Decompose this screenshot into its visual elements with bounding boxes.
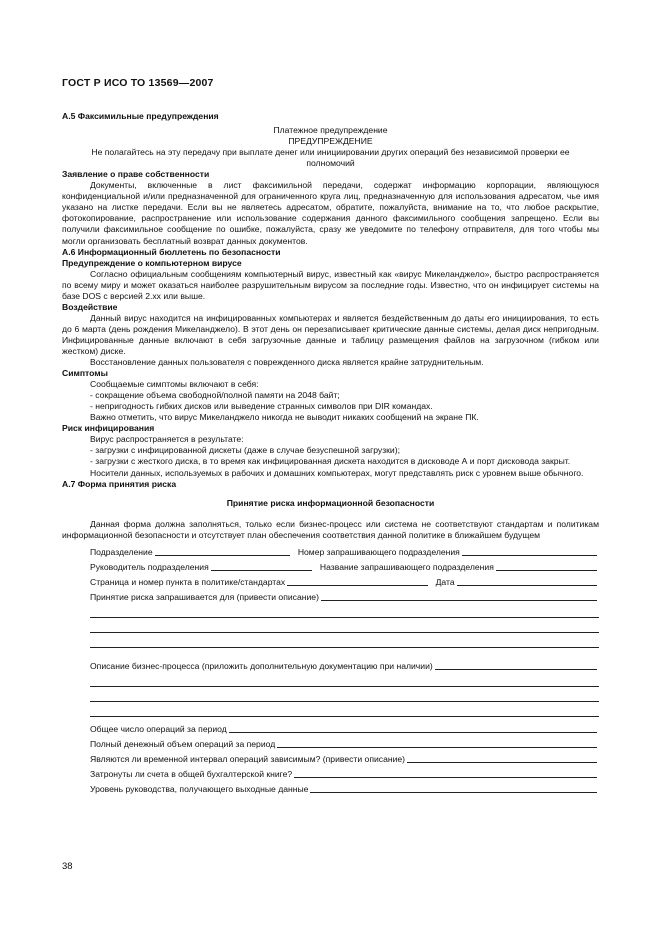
virus-warning-text: Согласно официальным сообщениям компьютерный вирус, известный как «вирус Микеланджело», быстро распространяется по всему миру и может оказаться наиболее разрушительным вирусом за последние годы. Известно, что он инфицирует системы на базе DOS с версией 2.хх или выше. — [62, 268, 599, 301]
form-intro: Данная форма должна заполняться, только если бизнес-процесс или система не соответствуют стандартам и политикам информационной безопасности и отсутствует план обеспечения соответствия данной политике в ближайшем будущем — [62, 518, 599, 540]
page-content — [62, 111, 599, 795]
warning-caps: ПРЕДУПРЕЖДЕНИЕ — [288, 136, 373, 147]
page-clause-label: Страница и номер пункта в политике/стандартах — [90, 576, 286, 587]
symptoms-title: Симптомы — [62, 368, 108, 379]
dept-head-label: Руководитель подразделения — [90, 561, 209, 572]
total-monetary-label: Полный денежный объем операций за период — [90, 738, 276, 749]
total-monetary-field[interactable] — [277, 739, 597, 748]
impact-title: Воздействие — [62, 301, 118, 312]
symptoms-intro: Сообщаемые симптомы включают в себя: — [90, 379, 259, 390]
department-field[interactable] — [155, 547, 290, 556]
section-a5-title: А.5 Факсимильные предупреждения — [62, 111, 219, 121]
document-header: ГОСТ Р ИСО ТО 13569—2007 — [62, 77, 214, 89]
page-clause-field[interactable] — [287, 577, 427, 586]
time-dependent-label: Являются ли временной интервал операций зависимым? (привести описание) — [90, 753, 406, 764]
form-row-risk-requested — [90, 588, 599, 603]
risk-acceptance-form — [62, 543, 599, 795]
process-description-field[interactable] — [435, 661, 597, 670]
section-a6-title: А.6 Информационный бюллетень по безопасности — [62, 246, 281, 257]
risk-requested-label: Принятие риска запрашивается для (привести описание) — [90, 591, 319, 602]
payment-warning: Платежное предупреждение — [273, 125, 388, 136]
form-row-ledger-affected — [90, 765, 599, 780]
form-row-management-level — [90, 780, 599, 795]
form-row-page-clause — [90, 573, 599, 588]
requesting-dept-name-field[interactable] — [496, 562, 597, 571]
virus-warning-title: Предупреждение о компьютерном вирусе — [62, 257, 242, 268]
process-description-line[interactable] — [90, 672, 599, 687]
form-row-total-operations — [90, 720, 599, 735]
risk-item: - загрузки с инфицированной дискеты (даже в случае безуспешной загрузки); — [90, 445, 400, 456]
ledger-affected-field[interactable] — [294, 769, 597, 778]
form-title: Принятие риска информационной безопасности — [226, 497, 435, 508]
request-number-field[interactable] — [462, 547, 597, 556]
dept-head-field[interactable] — [211, 562, 312, 571]
total-operations-field[interactable] — [229, 724, 597, 733]
requesting-dept-name-label: Название запрашивающего подразделения — [319, 561, 494, 572]
symptom-item: - непригодность гибких дисков или выведение странных символов при DIR командах. — [90, 401, 433, 412]
management-level-field[interactable] — [310, 784, 597, 793]
page-number: 38 — [62, 861, 73, 872]
process-description-label: Описание бизнес-процесса (приложить дополнительную документацию при наличии) — [90, 660, 433, 671]
management-level-label: Уровень руководства, получающего выходные данные — [90, 783, 309, 794]
form-row-total-monetary — [90, 735, 599, 750]
risk-description-line[interactable] — [90, 618, 599, 633]
recovery-text: Восстановление данных пользователя с поврежденного диска является крайне затруднительным. — [90, 357, 484, 368]
section-a7-title: А.7 Форма принятия риска — [62, 478, 177, 489]
process-description-line[interactable] — [90, 702, 599, 717]
department-label: Подразделение — [90, 546, 153, 557]
date-label: Дата — [435, 576, 455, 587]
warning-text: Не полагайтесь на эту передачу при выплате денег или инициировании других операций без независимой проверки ее полномочий — [91, 147, 570, 169]
risk-note: Носители данных, используемых в рабочих и домашних компьютерах, могут представлять риск с уровнем выше обычного. — [90, 467, 584, 478]
ownership-title: Заявление о праве собственности — [62, 169, 210, 180]
risk-intro: Вирус распространяется в результате: — [90, 434, 244, 445]
risk-description-line[interactable] — [90, 633, 599, 648]
total-operations-label: Общее число операций за период — [90, 723, 227, 734]
time-dependent-field[interactable] — [407, 754, 597, 763]
risk-item: - загрузки с жесткого диска, в то время как инфицированная дискета находится в дисководе А и порт дисковода закрыт. — [90, 456, 571, 467]
ownership-text: Документы, включенные в лист факсимильной передачи, содержат информацию корпорации, являющуюся конфиденциальной и/или предназначенной для ограниченного круга лиц, предназначенную для использования адресатом, чье имя указано на листке передачи. Если вы не являетесь адресатом, обратите, пожалуйста, внимание на то, что любое раскрытие, фотокопирование, распространение или использование содержания данного факсимильного сообщения запрещено. Если вы получили факсимильное сообщение по ошибке, пожалуйста, сразу же уведомите по телефону отправителя, для того чтобы мы могли организовать бесплатный возврат данных документов. — [62, 180, 599, 246]
form-row-process-description — [90, 656, 599, 672]
date-field[interactable] — [457, 577, 597, 586]
request-number-label: Номер запрашивающего подразделения — [297, 546, 460, 557]
risk-title: Риск инфицирования — [62, 423, 155, 434]
form-row-department — [90, 543, 599, 558]
form-row-time-dependent — [90, 750, 599, 765]
symptom-item: - сокращение объема свободной/полной памяти на 2048 байт; — [90, 390, 340, 401]
impact-text: Данный вирус находится на инфицированных компьютерах и является бездейственным до даты его инициирования, то есть до 6 марта (день рождения Микеланджело). В этот день он перезаписывает критические данные системы, делая диск непригодным. Инфицированные данные включают в себя загрузочные данные и таблицу размещения файлов на загрузочном (гибком или жестком) диске. — [62, 312, 599, 356]
process-description-line[interactable] — [90, 687, 599, 702]
risk-requested-field[interactable] — [321, 592, 597, 601]
symptoms-note: Важно отметить, что вирус Микеланджело никогда не выводит никаких сообщений на экране ПК. — [90, 412, 479, 423]
ledger-affected-label: Затронуты ли счета в общей бухгалтерской книге? — [90, 768, 293, 779]
risk-description-line[interactable] — [90, 603, 599, 618]
form-row-dept-head — [90, 558, 599, 573]
